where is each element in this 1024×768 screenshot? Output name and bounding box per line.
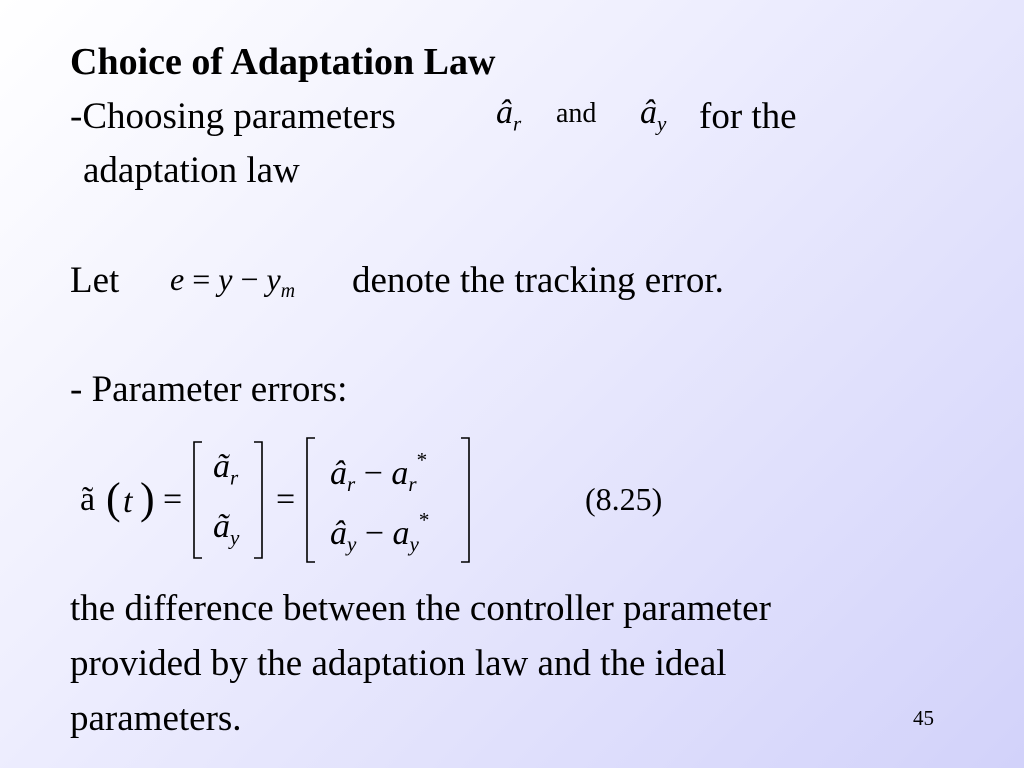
matrix1-a-tilde-y: $ã_y$	[213, 508, 240, 550]
eq-lhs-a-tilde: ã	[80, 481, 96, 518]
symbol-e: e	[170, 261, 185, 297]
eq-equals-2: =	[276, 481, 296, 518]
slide-title: Choice of Adaptation Law	[70, 41, 496, 83]
a-hat: â	[496, 94, 513, 131]
body-line-3: parameters.	[70, 698, 242, 739]
tracking-error-equation	[170, 263, 295, 302]
page-number: 45	[913, 706, 934, 730]
choosing-suffix: for the	[699, 96, 797, 137]
symbol-y-m: $y_m$	[266, 261, 296, 302]
symbol-y: y	[218, 261, 233, 297]
subscript-y: y	[657, 111, 667, 136]
eq-lhs-close-paren: )	[140, 474, 155, 523]
body-line-2: provided by the adaptation law and the ideal	[70, 643, 727, 684]
choosing-prefix: -Choosing parameters	[70, 96, 396, 137]
choosing-text	[70, 98, 396, 135]
minus-sign: −	[240, 261, 259, 297]
eq-lhs-open-paren: (	[106, 474, 121, 523]
equals-sign: =	[192, 261, 211, 297]
eq-lhs-t: t	[123, 483, 133, 520]
let-word: Let	[70, 260, 120, 301]
matrix1-a-tilde-r: $ã_r$	[213, 448, 239, 490]
equation-number: (8.25)	[585, 481, 663, 517]
body-line-1: the difference between the controller parameter	[70, 588, 771, 629]
let-suffix: denote the tracking error.	[352, 260, 724, 301]
eq-equals-1: =	[163, 481, 183, 518]
choosing-and: and	[556, 98, 597, 129]
a-hat-r-symbol	[496, 96, 521, 134]
matrix2-row1: $â_r - a_r^*$	[330, 448, 428, 497]
matrix2-row2: $â_y - a_y^*$	[330, 508, 430, 557]
choosing-line2: adaptation law	[83, 150, 300, 191]
subscript-r: r	[513, 111, 522, 136]
parameter-errors-label: - Parameter errors:	[70, 369, 348, 410]
a-hat: â	[640, 94, 657, 131]
a-hat-y-symbol	[640, 96, 666, 134]
